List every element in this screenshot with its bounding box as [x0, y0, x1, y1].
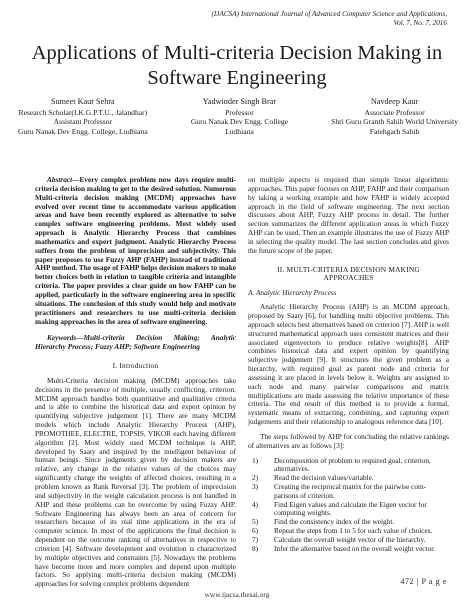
author-affiliation: Research Scholar(I.K.G.P.T.U., Jalandhar) — [18, 107, 148, 117]
steps-list — [248, 457, 449, 554]
author-1 — [18, 97, 148, 136]
author-affiliation: Shri Guru Granth Sahib World University — [331, 117, 458, 127]
list-item — [248, 483, 449, 501]
author-3 — [331, 97, 458, 136]
step-text: Creating the reciprocal matrix for the pairwise com-parisons of criterion. — [274, 482, 427, 500]
author-affiliation: Fatehgarh Sahib — [369, 126, 420, 136]
keywords-label: Keywords— — [47, 333, 84, 343]
step-text: Read the decision values/variable. — [274, 473, 374, 483]
step-text: Repeat the steps from 1 to 5 for each value of choices. — [274, 526, 433, 535]
author-affiliation: Guru Nanak Dev Engg. College, Ludhiana — [18, 126, 148, 136]
section-heading-introduction: I. Introduction — [112, 361, 159, 371]
title-line2: Software Engineering — [147, 67, 327, 89]
step-number: 3) — [252, 482, 259, 492]
step-text: Calculate the overall weight vector of the hierarchy. — [274, 534, 426, 544]
author-name: Navdeep Kaur — [370, 97, 419, 106]
step-text: Find the consistency index of the weight. — [274, 517, 395, 527]
step-number: 8) — [252, 543, 259, 553]
abstract — [35, 176, 236, 326]
intro-paragraph: Multi-Criteria decision making (MCDM) approaches take decisions in the presence of multiple, usually conflicting, criterion. MCDM approach handles both quantitative and qualitative criteria and is able to combine the historical data and expert opinion by quantifying subjective judgement [1]. There are many MCDM models which include Analytic Hierarchy Process (AHP), PROMOTHEE, ELECTRE, TOPSIS, VIKOR each having different algorithm [2]. Most widely used MCDM technique is AHP, developed by Saaty and inspired by the intelligent behaviour of human beings. Since judgments given by decision makers are relative, any change in the relative values of the choices may significantly change the weights of affected choices, resulting in a problem known as Rank Reversal [3]. The problem of imprecision and subjectivity in the weight calculation process is not handled in AHP and these problems can be overcome by using Fuzzy AHP. Software Engineering has always been an area of concern for researchers because of its real time applications in the era of computer science. In most of the applications the final decision is dependent on the outcome ranking of alternatives in respective to criterion [4]. Software development and evolution is characterized by multiple objectives and constraints [5]. Nowadays the problems have become more and more complex and depend upon multiple factors. So applying multi-criteria decision making (MCDM) approaches for solving complex problems dependent — [35, 375, 236, 589]
author-affiliation: Assistant Professor — [53, 117, 113, 127]
section-heading-line1: II. MULTI-CRITERIA DECISION MAKING — [277, 264, 420, 274]
step-number: 1) — [252, 455, 259, 465]
section-heading-mcdm — [248, 266, 449, 284]
right-paragraph-1: on multiple aspects is required than simple linear algorithmic approaches. This paper focuses on AHP, FAHP and their comparison by taking a working example and how FAHP is widely accepted approach in the field of software engineering. The next section discusses about AHP, Fuzzy AHP process in detail. The further section summarizes the different application areas in which Fuzzy AHP can be used. Then an example illustrates the use of Fuzzy AHP in selecting the quality model. The last section concludes and gives the future scope of the paper. — [248, 175, 449, 255]
abstract-label: Abstract— — [47, 175, 80, 184]
list-item — [248, 501, 449, 519]
left-column — [35, 176, 236, 589]
step-text: Infer the alternative based on the overall weight vector. — [274, 543, 436, 553]
journal-header-line2: Vol. 7, No. 7, 2016 — [393, 18, 447, 27]
step-text: Find Eigen values and calculate the Eigen vector for computing weights. — [274, 499, 427, 518]
steps-intro: The steps followed by AHP for concluding the relative rankings of alternatives are as follows [3]: — [248, 431, 449, 450]
author-2 — [191, 97, 288, 136]
author-block — [18, 97, 458, 136]
section-heading-line2: APPROACHES — [323, 273, 374, 283]
author-name: Sumeet Kaur Sehra — [51, 97, 115, 106]
abstract-text: Every complex problem now days require multi-criteria decision making to get to the desired solution. Numerous Multi-criteria decision making (MCDM) approaches have evolved over recent time to accommodate various application areas and have been recently explored as alternative to solve complex software engineering problems. Most widely used approach is Analytic Hierarchy Process that combines mathematics and expert judgment. Analytic Hierarchy Process suffers from the problem of imprecision and subjectivity. This paper proposes to use Fuzzy AHP (FAHP) instead of traditional AHP method. The usage of FAHP helps decision makers to make better choices both in relation to tangible criteria and intangible criteria. The paper provides a clear guide on how FAHP can be applied, particularly in the software engineering area in specific situations. The conclusion of this study would help and motivate practitioners and researchers to use multi-criteria decision making approaches in the area of software engineering. — [35, 175, 236, 326]
list-item — [248, 545, 449, 554]
step-number: 4) — [252, 499, 259, 509]
keywords — [35, 334, 236, 352]
author-affiliation: Ludhiana — [225, 126, 254, 136]
author-affiliation: Professor — [225, 107, 254, 117]
page-number: 472 | P a g e — [400, 577, 447, 586]
step-text: Decomposition of problem to required goal, criterion, alternatives. — [274, 455, 431, 474]
step-number: 6) — [252, 526, 259, 535]
journal-header — [147, 10, 447, 27]
step-number: 2) — [252, 473, 259, 483]
journal-url: www.ijacsa.thesai.org — [204, 590, 270, 599]
ahp-paragraph: Analytic Hierarchy Process (AHP) is an MCDM approach, proposed by Saaty [6], for handling multi objective problems. This approach selects best alternatives based on criterion [7]. AHP is well structured mathematical approach uses consistent matrices and their associated eigenvectors to produce relative weights[8]. AHP combines historical data and expert opinion by quantifying subjective judgement [9]. It structures the given problem as a hierarchy, with required goal as parent node and criteria for assessing it are placed in levels below it. Weights are assigned to each node and many pairwise comparisons and matrix multiplications are made assessing the relative importance of these criteria. The end result of this method is to provide a formal, systematic means of extracting, combining, and capturing expert judgements and their relationship to analogous reference data [10]. — [248, 302, 449, 427]
author-affiliation: Associate Professor — [364, 107, 425, 117]
step-number: 5) — [252, 517, 259, 527]
paper-title — [20, 41, 454, 91]
subsection-heading-ahp: A. Analytic Hierarchy Process — [248, 288, 337, 298]
list-item — [248, 457, 449, 475]
right-column — [248, 176, 449, 553]
title-line1: Applications of Multi-criteria Decision Making in — [31, 42, 443, 64]
journal-header-line1: (IJACSA) International Journal of Advanced Computer Science and Applications, — [211, 10, 447, 18]
step-number: 7) — [252, 534, 259, 544]
author-name: Yadwinder Singh Brar — [202, 97, 277, 106]
keywords-text: Multi-criteria Decision Making; Analytic Hierarchy Process; Fuzzy AHP; Software Engineering — [35, 333, 236, 352]
author-affiliation: Guru Nanak Dev Engg. College — [190, 117, 289, 127]
